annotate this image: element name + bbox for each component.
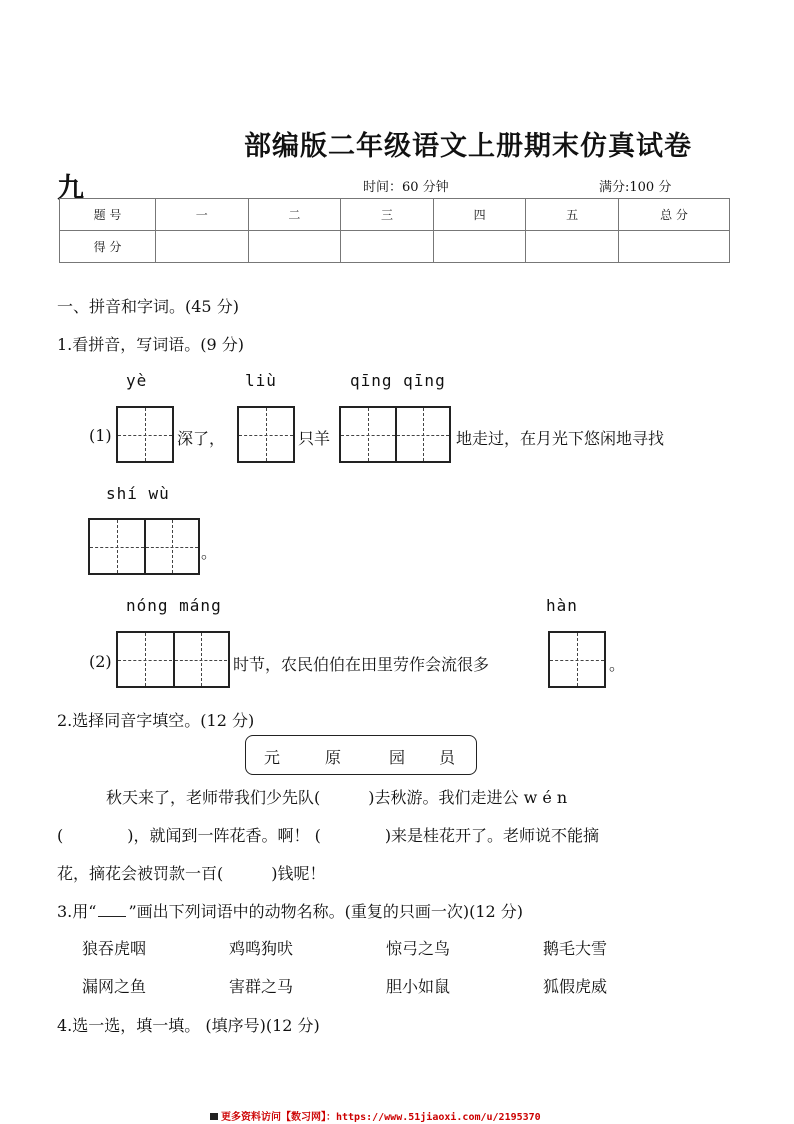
exam-full-score: 满分:100 分	[599, 180, 672, 195]
choice-box	[245, 735, 477, 775]
score-cell[interactable]	[341, 231, 434, 263]
footer-link[interactable]	[210, 1108, 541, 1123]
idiom-item[interactable]: 漏网之鱼	[82, 977, 147, 996]
writing-cell[interactable]	[239, 408, 293, 461]
question-2-title: 2.选择同音字填空。(12 分)	[57, 711, 255, 730]
idiom-item[interactable]: 鸡鸣狗吠	[229, 939, 294, 958]
pinyin-label: nóng máng	[126, 596, 222, 615]
question-4-title: 4.选一选，填一填。 (填序号)(12 分)	[57, 1016, 320, 1035]
flag-icon	[210, 1113, 218, 1120]
idiom-item[interactable]: 惊弓之鸟	[386, 939, 451, 958]
score-table-header: 五	[526, 199, 619, 231]
page-title: 部编版二年级语文上册期末仿真试卷	[244, 131, 692, 162]
writing-grid[interactable]	[339, 406, 451, 463]
sentence-text: 时节，农民伯伯在田里劳作会流很多	[233, 655, 490, 674]
score-table-header: 三	[341, 199, 434, 231]
score-table-header: 一	[156, 199, 249, 231]
score-cell[interactable]	[156, 231, 249, 263]
footer-text: 更多资料访问【数习网】：https://www.51jiaoxi.com/u/2195370	[221, 1112, 541, 1123]
writing-cell[interactable]	[173, 633, 227, 686]
score-table-score-row	[60, 231, 730, 263]
score-table	[59, 198, 730, 263]
writing-cell[interactable]	[90, 520, 144, 573]
score-table-row-label: 得 分	[60, 231, 156, 263]
pinyin-label: liù	[245, 371, 277, 390]
sentence-end: 。	[201, 543, 218, 562]
writing-grid[interactable]	[116, 631, 230, 688]
exam-time: 时间：60 分钟	[363, 180, 449, 195]
question-3-title	[57, 899, 523, 922]
writing-grid[interactable]	[88, 518, 200, 575]
writing-cell[interactable]	[550, 633, 604, 686]
pinyin-label: yè	[126, 371, 148, 390]
pinyin-label: qīng qīng	[350, 371, 446, 390]
score-cell[interactable]	[526, 231, 619, 263]
choice-option: 元	[264, 748, 281, 767]
score-cell[interactable]	[433, 231, 526, 263]
pinyin-label: hàn	[546, 596, 578, 615]
idiom-item[interactable]: 狼吞虎咽	[82, 939, 147, 958]
sentence-text: 只羊	[298, 429, 331, 448]
passage-line: 花，摘花会被罚款一百( )钱呢！	[57, 864, 326, 883]
passage-line: 秋天来了，老师带我们少先队( )去秋游。我们走进公 w é n	[106, 788, 568, 807]
section-1-heading: 一、拼音和字词。(45 分)	[57, 297, 239, 316]
sentence-text: 深了，	[177, 429, 226, 448]
score-table-header: 四	[433, 199, 526, 231]
choice-option: 原	[325, 748, 342, 767]
sentence-2-label: (2)	[89, 652, 112, 671]
idiom-item[interactable]: 鹅毛大雪	[543, 939, 608, 958]
choice-option: 园	[389, 748, 406, 767]
question-3-title-part: ”画出下列词语中的动物名称。(重复的只画一次)(12 分)	[128, 902, 524, 921]
page-title-tail: 九	[57, 173, 84, 204]
sentence-text: 地走过，在月光下悠闲地寻找	[456, 429, 665, 448]
passage-line: ( )，就闻到一阵花香。啊！ ( )来是桂花开了。老师说不能摘	[57, 826, 600, 845]
score-cell[interactable]	[619, 231, 730, 263]
score-table-header: 二	[248, 199, 341, 231]
writing-cell[interactable]	[118, 408, 172, 461]
choice-option: 员	[439, 748, 456, 767]
pinyin-label: shí wù	[106, 484, 170, 503]
idiom-item[interactable]: 害群之马	[229, 977, 294, 996]
writing-cell[interactable]	[341, 408, 395, 461]
idiom-item[interactable]: 胆小如鼠	[386, 977, 451, 996]
sentence-1-label: (1)	[89, 426, 112, 445]
writing-cell[interactable]	[118, 633, 172, 686]
writing-grid[interactable]	[548, 631, 606, 688]
score-cell[interactable]	[248, 231, 341, 263]
writing-cell[interactable]	[395, 408, 449, 461]
question-1-title: 1.看拼音，写词语。(9 分)	[57, 335, 245, 354]
writing-grid[interactable]	[116, 406, 174, 463]
writing-cell[interactable]	[144, 520, 198, 573]
question-3-title-part: 3.用“	[57, 902, 97, 921]
sentence-end: 。	[609, 655, 626, 674]
writing-grid[interactable]	[237, 406, 295, 463]
score-table-header-row	[60, 199, 730, 231]
score-table-header: 题 号	[60, 199, 156, 231]
score-table-header: 总 分	[619, 199, 730, 231]
idiom-item[interactable]: 狐假虎威	[543, 977, 608, 996]
underline-sample	[98, 902, 126, 917]
